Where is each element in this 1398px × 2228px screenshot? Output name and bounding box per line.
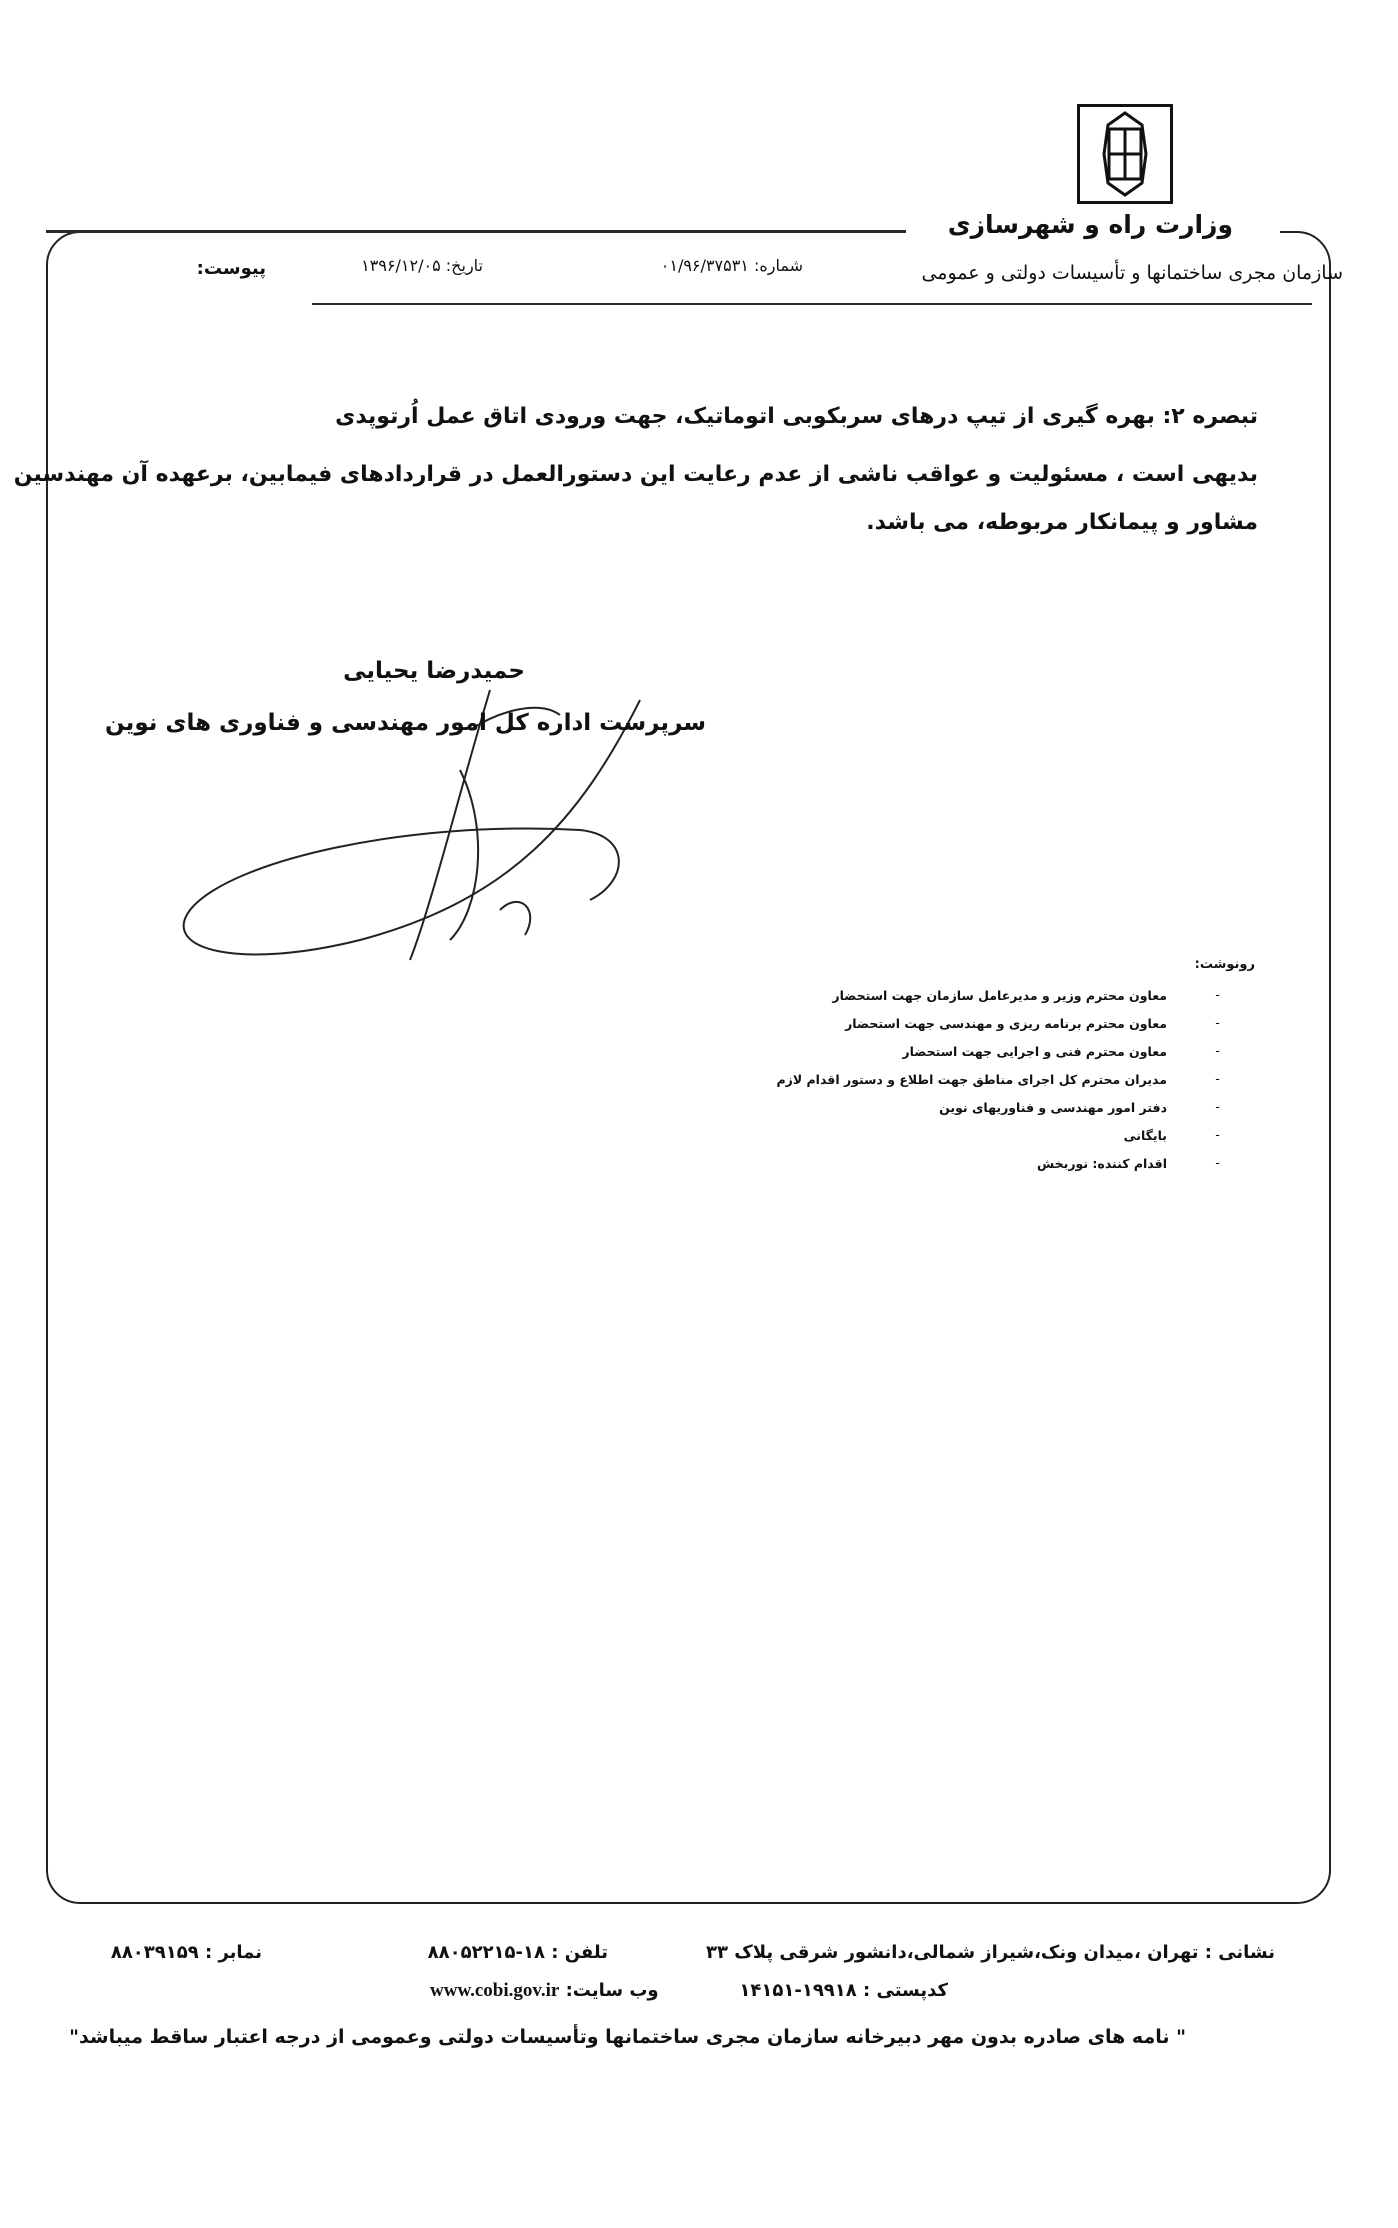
footer-address: نشانی : تهران ،میدان ونک،شیراز شمالی،دانشور شرقی پلاک ۳۳ xyxy=(706,1942,1275,1963)
number-value: ۰۱/۹۶/۳۷۵۳۱ xyxy=(660,256,749,275)
website-link[interactable]: www.cobi.gov.ir xyxy=(430,1980,560,2001)
date-label: تاریخ: xyxy=(445,256,483,275)
organization-name: سازمان مجری ساختمانها و تأسیسات دولتی و عمومی xyxy=(921,262,1343,284)
attachment-label: پیوست: xyxy=(196,258,266,279)
cc-item-text: بایگانی xyxy=(1123,1128,1167,1143)
cc-item xyxy=(760,1100,1220,1128)
cc-label: رونوشت: xyxy=(1194,957,1255,972)
cc-item xyxy=(760,988,1220,1016)
signer-title: سرپرست اداره کل امور مهندسی و فناوری های نوین xyxy=(104,710,706,736)
cc-dash: - xyxy=(1215,1044,1220,1059)
ministry-name: وزارت راه و شهرسازی xyxy=(947,210,1233,239)
cc-item-text: اقدام کننده: نوربخش xyxy=(1036,1156,1167,1171)
letter-number xyxy=(661,256,803,275)
letter-date xyxy=(361,256,483,275)
website-label: وب سایت: xyxy=(565,1980,659,2001)
logo-emblem-icon xyxy=(1080,107,1170,201)
cc-dash: - xyxy=(1215,1100,1220,1115)
cc-item-text: معاون محترم وزیر و مدیرعامل سازمان جهت استحضار xyxy=(832,988,1167,1003)
footer-fax: نمابر : ۸۸۰۳۹۱۵۹ xyxy=(110,1942,262,1963)
footer-website xyxy=(430,1980,659,2002)
footer-postal-code: کدپستی : ۱۹۹۱۸-۱۴۱۵۱ xyxy=(739,1980,948,2001)
header-rule xyxy=(46,230,906,233)
cc-item-text: معاون محترم فنی و اجرایی جهت استحضار xyxy=(902,1044,1167,1059)
cc-item xyxy=(760,1128,1220,1156)
body-line-2: بدیهی است ، مسئولیت و عواقب ناشی از عدم رعایت این دستورالعمل در قراردادهای فیمابین، برعهده آن مهندسین xyxy=(13,462,1258,487)
cc-item xyxy=(760,1156,1220,1184)
number-label: شماره: xyxy=(753,256,803,275)
footer-phone: تلفن : ۱۸-۸۸۰۵۲۲۱۵ xyxy=(427,1942,608,1963)
cc-dash: - xyxy=(1215,1016,1220,1031)
cc-item-text: دفتر امور مهندسی و فناوریهای نوین xyxy=(939,1100,1167,1115)
cc-item xyxy=(760,1016,1220,1044)
cc-item-text: مدیران محترم کل اجرای مناطق جهت اطلاع و دستور اقدام لازم xyxy=(776,1072,1167,1087)
header-underline xyxy=(312,303,1312,305)
cc-dash: - xyxy=(1215,1156,1220,1171)
cc-item-text: معاون محترم برنامه ریزی و مهندسی جهت استحضار xyxy=(845,1016,1167,1031)
signer-name: حمیدرضا یحیایی xyxy=(343,658,525,684)
cc-dash: - xyxy=(1215,988,1220,1003)
cc-dash: - xyxy=(1215,1128,1220,1143)
date-value: ۱۳۹۶/۱۲/۰۵ xyxy=(361,256,441,275)
ministry-logo xyxy=(1077,104,1173,204)
cc-list xyxy=(760,988,1220,1184)
body-line-3: مشاور و پیمانکار مربوطه، می باشد. xyxy=(866,510,1258,535)
cc-dash: - xyxy=(1215,1072,1220,1087)
body-line-1: تبصره ۲: بهره گیری از تیپ درهای سربکوبی اتوماتیک، جهت ورودی اتاق عمل اُرتوپدی xyxy=(335,404,1258,429)
cc-item xyxy=(760,1072,1220,1100)
cc-item xyxy=(760,1044,1220,1072)
footer-notice: " نامه های صادره بدون مهر دبیرخانه سازمان مجری ساختمانها وتأسیسات دولتی وعمومی از درجه اعتبار ساقط میباشد" xyxy=(69,2026,1186,2048)
